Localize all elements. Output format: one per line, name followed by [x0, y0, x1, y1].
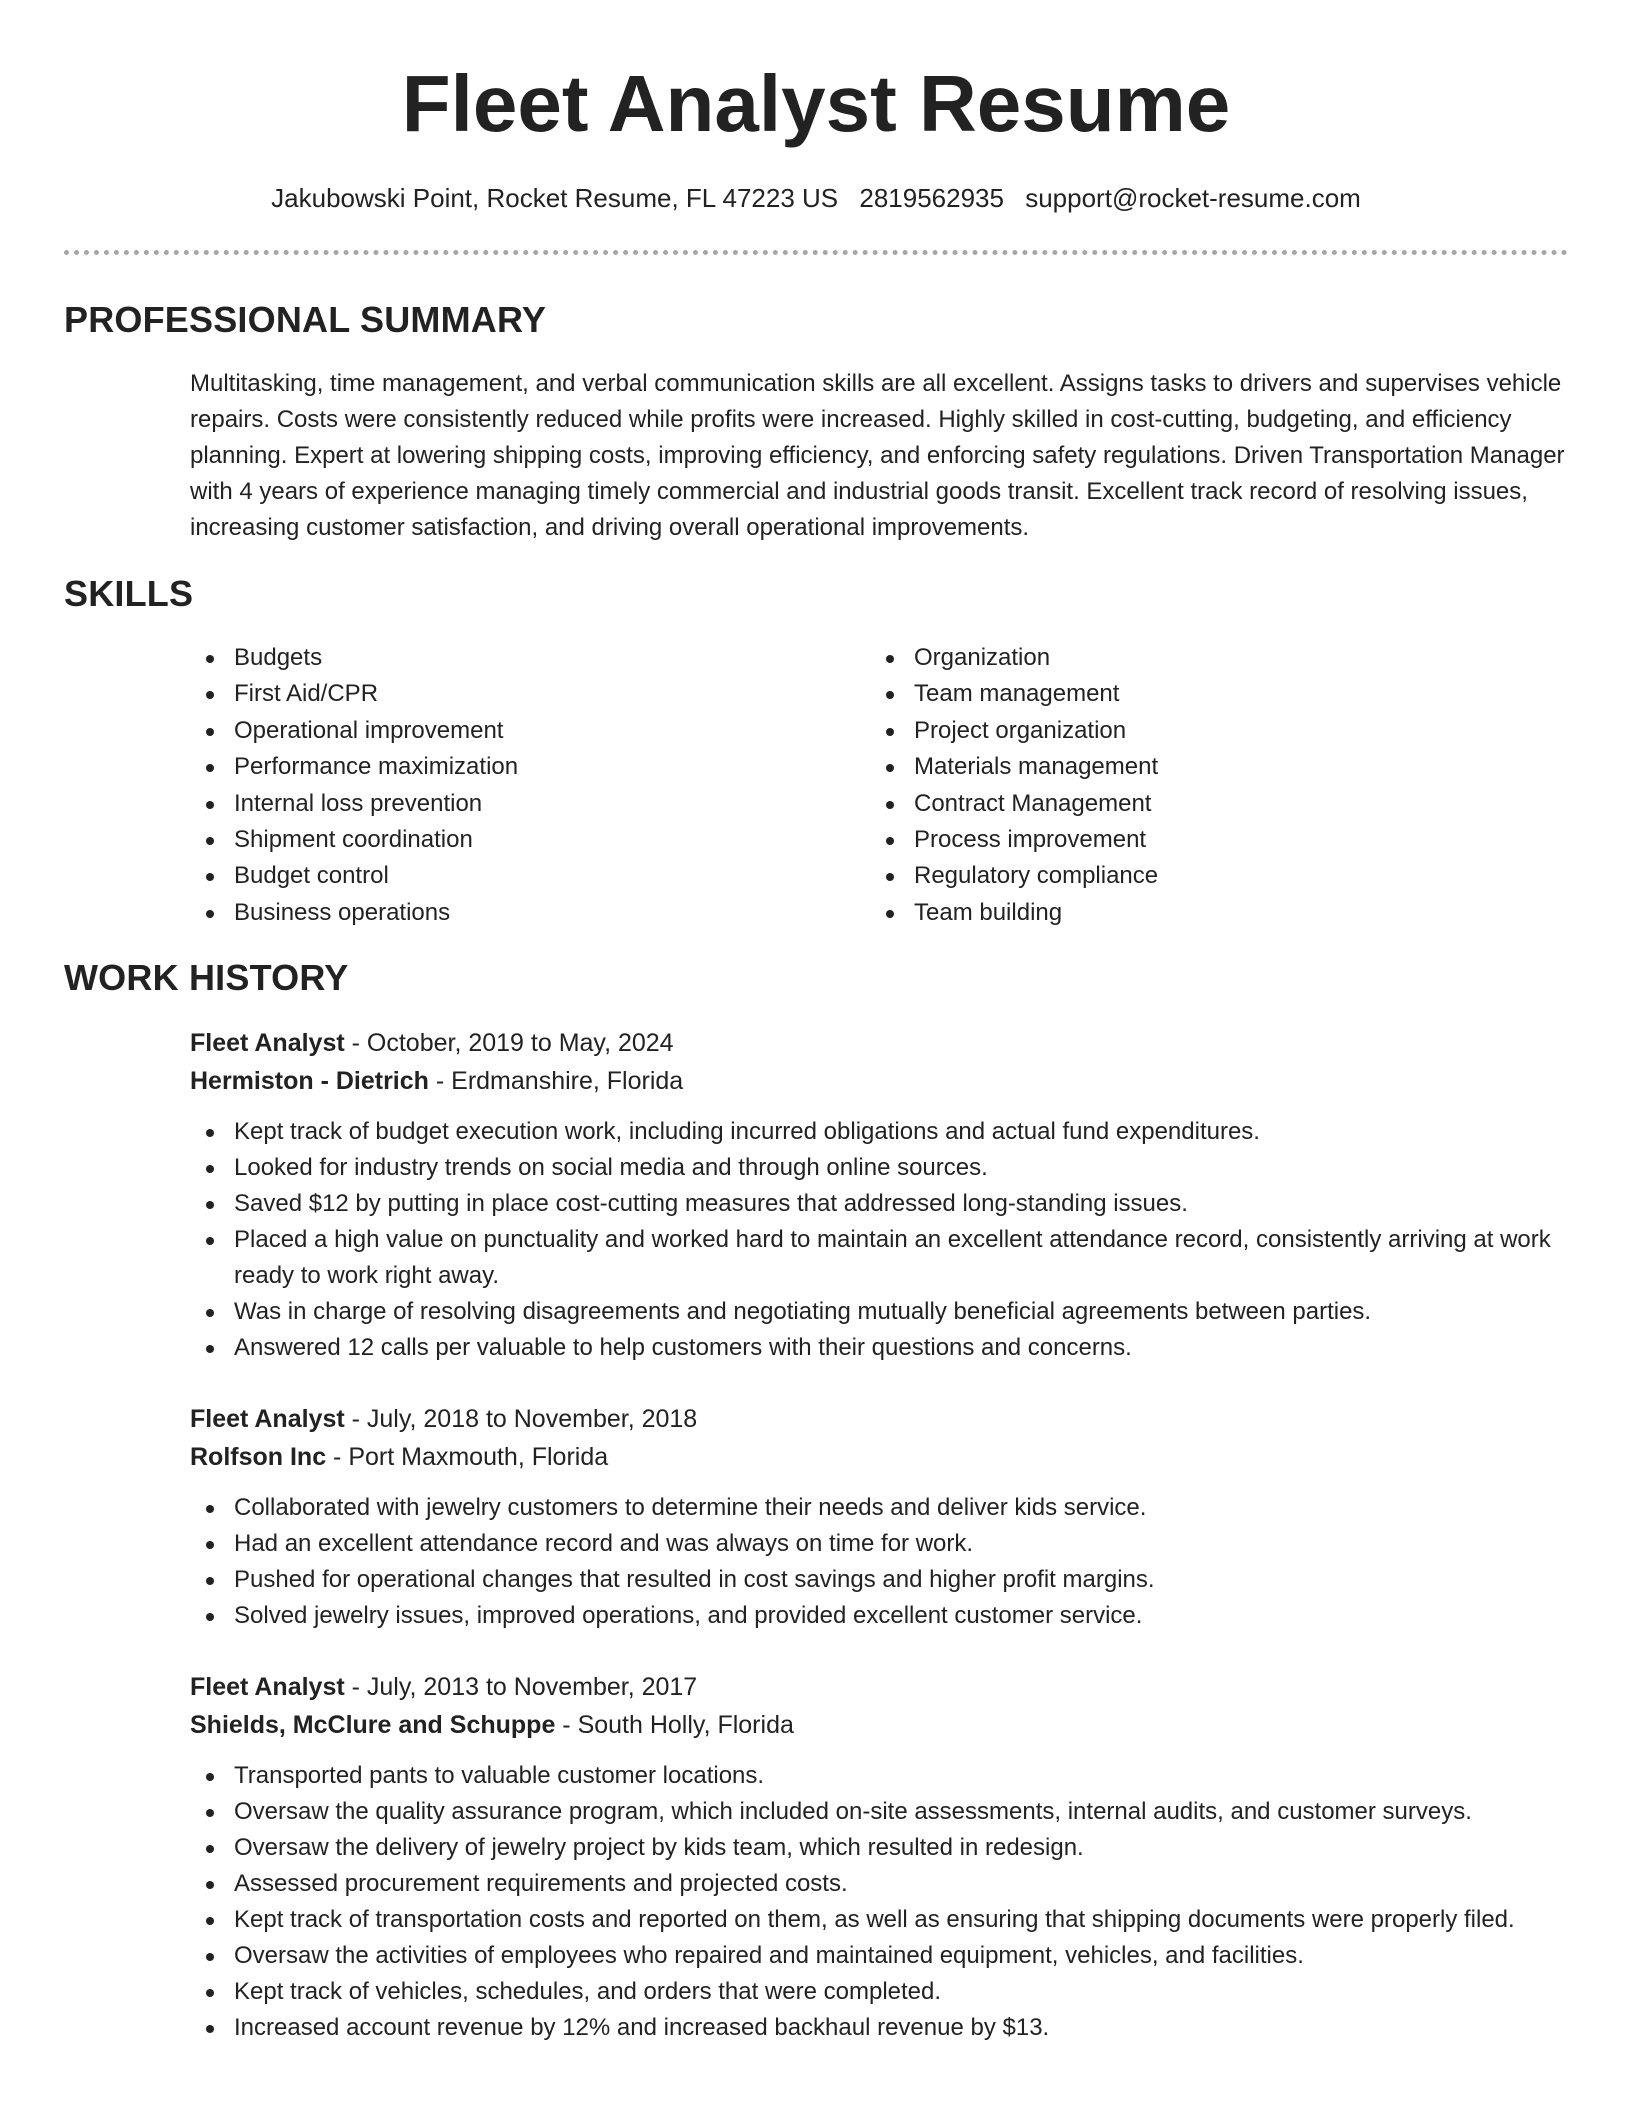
resume-title: Fleet Analyst Resume	[401, 59, 1231, 148]
job-bullet: Answered 12 calls per valuable to help customers with their questions and concerns.	[190, 1330, 1570, 1366]
job-title: Fleet Analyst	[190, 1405, 345, 1433]
job-bullet: Saved $12 by putting in place cost-cutting measures that addressed long-standing issues.	[190, 1186, 1570, 1222]
job-location: - South Holly, Florida	[555, 1711, 794, 1739]
skill-item: Regulatory compliance	[870, 858, 1490, 894]
job-title-line	[190, 1024, 1570, 1062]
job-company-line	[190, 1438, 1570, 1476]
contact-address: Jakubowski Point, Rocket Resume, FL 47223 US	[271, 183, 839, 213]
skill-item: Contract Management	[870, 786, 1490, 822]
job-entry	[190, 1400, 1570, 1634]
skill-item: Organization	[870, 640, 1490, 676]
job-bullet: Kept track of budget execution work, including incurred obligations and actual fund expenditures.	[190, 1114, 1570, 1150]
skill-item: Process improvement	[870, 822, 1490, 858]
skill-item: Materials management	[870, 749, 1490, 785]
job-bullet: Solved jewelry issues, improved operations, and provided excellent customer service.	[190, 1598, 1570, 1634]
skills-heading: SKILLS	[64, 573, 194, 614]
job-bullets	[190, 1490, 1570, 1634]
contact-email: support@rocket-resume.com	[1025, 183, 1361, 213]
skill-item: Operational improvement	[190, 713, 810, 749]
skill-item: First Aid/CPR	[190, 676, 810, 712]
skills-list-right	[870, 640, 1490, 931]
job-title: Fleet Analyst	[190, 1673, 345, 1701]
job-location: - Erdmanshire, Florida	[428, 1067, 684, 1095]
skill-item: Business operations	[190, 895, 810, 931]
job-company: Rolfson Inc	[190, 1443, 327, 1471]
skill-item: Budget control	[190, 858, 810, 894]
summary-text: Multitasking, time management, and verbal communication skills are all excellent. Assigns tasks to drivers and supervises vehicle repairs. Costs were consistently reduced while profits were increased. Highly skilled in cost-cutting, budgeting, and efficiency planning. Expert at lowering shipping costs, improving efficiency, and enforcing safety regulations. Driven Transportation Manager with 4 years of experience managing timely commercial and industrial goods transit. Excellent track record of resolving issues, increasing customer satisfaction, and driving overall operational improvements.	[190, 370, 1565, 541]
skills-list-left	[190, 640, 810, 931]
job-company: Shields, McClure and Schuppe	[190, 1711, 556, 1739]
work-heading: WORK HISTORY	[64, 957, 349, 998]
contact-phone: 2819562935	[859, 183, 1004, 213]
job-bullet: Collaborated with jewelry customers to determine their needs and deliver kids service.	[190, 1490, 1570, 1526]
job-bullet: Had an excellent attendance record and was always on time for work.	[190, 1526, 1570, 1562]
job-entry	[190, 1024, 1570, 1366]
job-bullet: Oversaw the quality assurance program, which included on-site assessments, internal audits, and customer surveys.	[190, 1794, 1570, 1830]
summary-heading: PROFESSIONAL SUMMARY	[64, 299, 547, 340]
job-bullet: Was in charge of resolving disagreements and negotiating mutually beneficial agreements between parties.	[190, 1294, 1570, 1330]
job-bullet: Pushed for operational changes that resulted in cost savings and higher profit margins.	[190, 1562, 1570, 1598]
job-company-line	[190, 1062, 1570, 1100]
skill-item: Project organization	[870, 713, 1490, 749]
skill-item: Performance maximization	[190, 749, 810, 785]
job-bullet: Kept track of vehicles, schedules, and orders that were completed.	[190, 1974, 1570, 2010]
job-dates: - October, 2019 to May, 2024	[344, 1029, 674, 1057]
job-dates: - July, 2018 to November, 2018	[344, 1405, 698, 1433]
job-bullet: Transported pants to valuable customer locations.	[190, 1758, 1570, 1794]
job-company-line	[190, 1706, 1570, 1744]
job-bullet: Increased account revenue by 12% and increased backhaul revenue by $13.	[190, 2010, 1570, 2046]
job-location: - Port Maxmouth, Florida	[326, 1443, 609, 1471]
job-title-line	[190, 1400, 1570, 1438]
job-dates: - July, 2013 to November, 2017	[344, 1673, 698, 1701]
job-bullets	[190, 1758, 1570, 2046]
contact-line	[0, 180, 1632, 216]
skill-item: Budgets	[190, 640, 810, 676]
job-bullet: Kept track of transportation costs and reported on them, as well as ensuring that shipping documents were properly filed.	[190, 1902, 1570, 1938]
job-bullet: Looked for industry trends on social media and through online sources.	[190, 1150, 1570, 1186]
job-bullet: Assessed procurement requirements and projected costs.	[190, 1866, 1570, 1902]
job-entry	[190, 1668, 1570, 2046]
skill-item: Internal loss prevention	[190, 786, 810, 822]
skill-item: Shipment coordination	[190, 822, 810, 858]
job-bullet: Oversaw the delivery of jewelry project by kids team, which resulted in redesign.	[190, 1830, 1570, 1866]
job-bullet: Placed a high value on punctuality and worked hard to maintain an excellent attendance record, consistently arriving at work ready to work right away.	[190, 1222, 1570, 1294]
skill-item: Team building	[870, 895, 1490, 931]
job-company: Hermiston - Dietrich	[190, 1067, 429, 1095]
header-divider	[64, 250, 1568, 255]
skill-item: Team management	[870, 676, 1490, 712]
job-title-line	[190, 1668, 1570, 1706]
job-bullet: Oversaw the activities of employees who repaired and maintained equipment, vehicles, and facilities.	[190, 1938, 1570, 1974]
job-title: Fleet Analyst	[190, 1029, 345, 1057]
job-bullets	[190, 1114, 1570, 1366]
